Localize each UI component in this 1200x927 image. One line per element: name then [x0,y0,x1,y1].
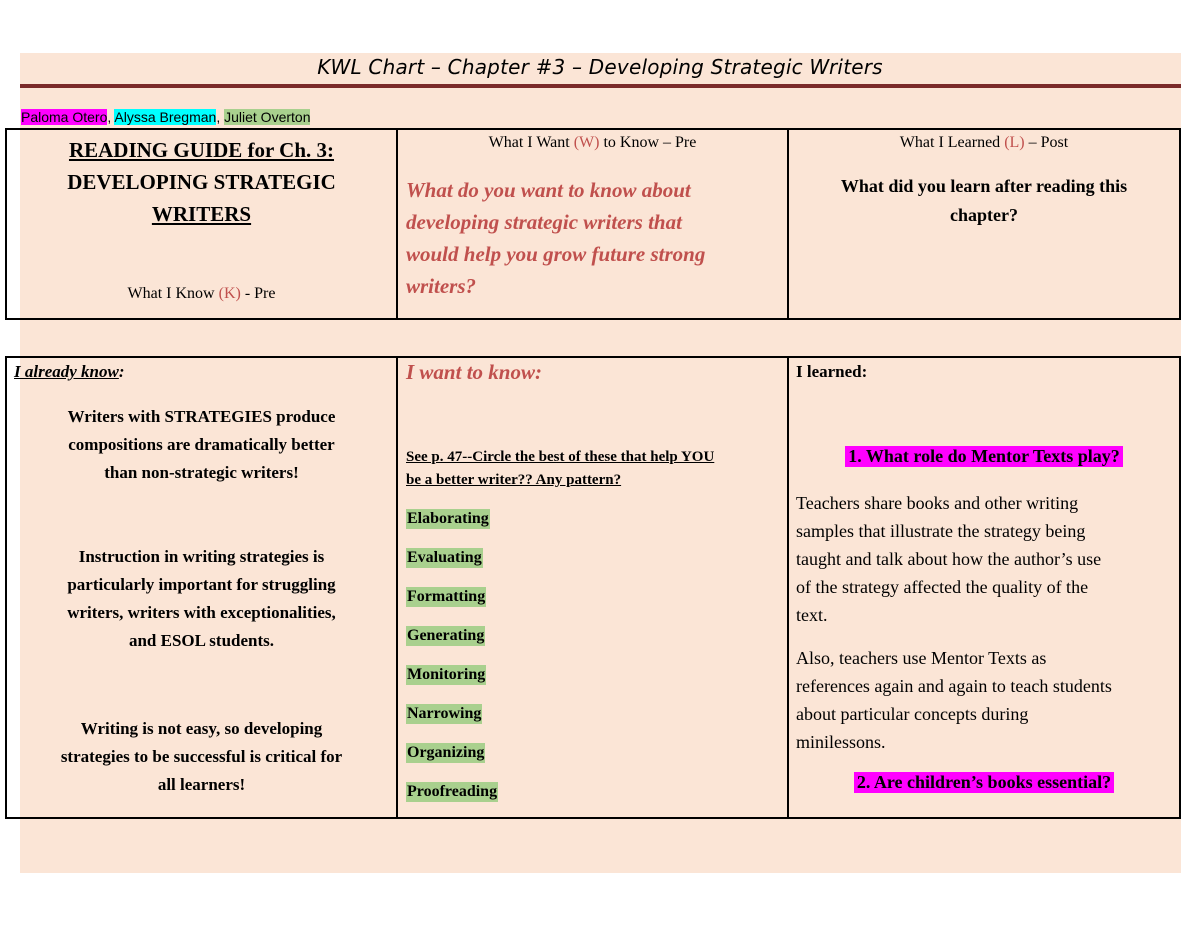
learned-cell [789,358,1179,817]
want-prompt: What do you want to know about developing strategic writers that would help you grow future strong writers? [406,178,706,298]
kwl-body-table [5,356,1181,819]
learned-prompt: What did you learn after reading this chapter? [840,176,1128,225]
know-paragraph: Instruction in writing strategies is particularly important for struggling writers, writers with exceptionalities, and ESOL students. [67,547,336,650]
know-paragraph: Writing is not easy, so developing strategies to be successful is critical for all learners! [60,719,343,794]
document-title: KWL Chart – Chapter #3 – Developing Strategic Writers [317,55,883,79]
know-column-label: What I Know (K) - Pre [127,285,276,302]
strategy-list [406,509,498,821]
question-two: 2. Are children’s books essential? [854,772,1114,793]
learned-heading: I learned: [796,362,868,381]
learned-column-label: What I Learned (L) – Post [899,134,1069,151]
strategy-item: Proofreading [407,783,498,800]
strategy-item: Elaborating [407,510,489,527]
know-heading: I already know: [14,362,125,381]
want-header-cell [398,130,787,318]
question-one-wrap [789,446,1179,467]
know-paragraph: Writers with STRATEGIES produce compositions are dramatically better than non-strategic writers! [67,407,336,482]
author-name: Alyssa Bregman [114,109,217,125]
question-one: 1. What role do Mentor Texts play? [845,446,1123,467]
know-header-cell [7,130,396,318]
learned-header-cell [789,130,1179,318]
kwl-header-table [5,128,1181,320]
strategy-item: Generating [407,627,485,644]
author-names [21,109,310,125]
want-cell [398,358,787,817]
reading-guide-heading: READING GUIDE for Ch. 3: DEVELOPING STRATEGIC WRITERS [67,138,336,226]
question-two-wrap [789,772,1179,793]
strategy-item: Narrowing [407,705,482,722]
want-heading: I want to know: [406,360,542,384]
author-separator: , [107,109,115,125]
want-instruction: See p. 47--Circle the best of these that help YOU be a better writer?? Any pattern? [406,449,715,488]
strategy-item: Evaluating [407,549,482,566]
answer-one-continued: Also, teachers use Mentor Texts as references again and again to teach students about particular concepts during minilessons. [796,648,1112,752]
author-separator: , [216,109,225,125]
want-column-label: What I Want (W) to Know – Pre [488,134,697,151]
author-name: Paloma Otero [21,109,108,125]
strategy-item: Monitoring [407,666,486,683]
strategy-item: Organizing [407,744,485,761]
know-cell [7,358,396,817]
answer-one: Teachers share books and other writing samples that illustrate the strategy being taught and talk about how the author’s use of the strategy affected the quality of the text. [796,493,1102,625]
title-rule [20,84,1181,88]
strategy-item: Formatting [407,588,486,605]
author-name: Juliet Overton [224,109,311,125]
